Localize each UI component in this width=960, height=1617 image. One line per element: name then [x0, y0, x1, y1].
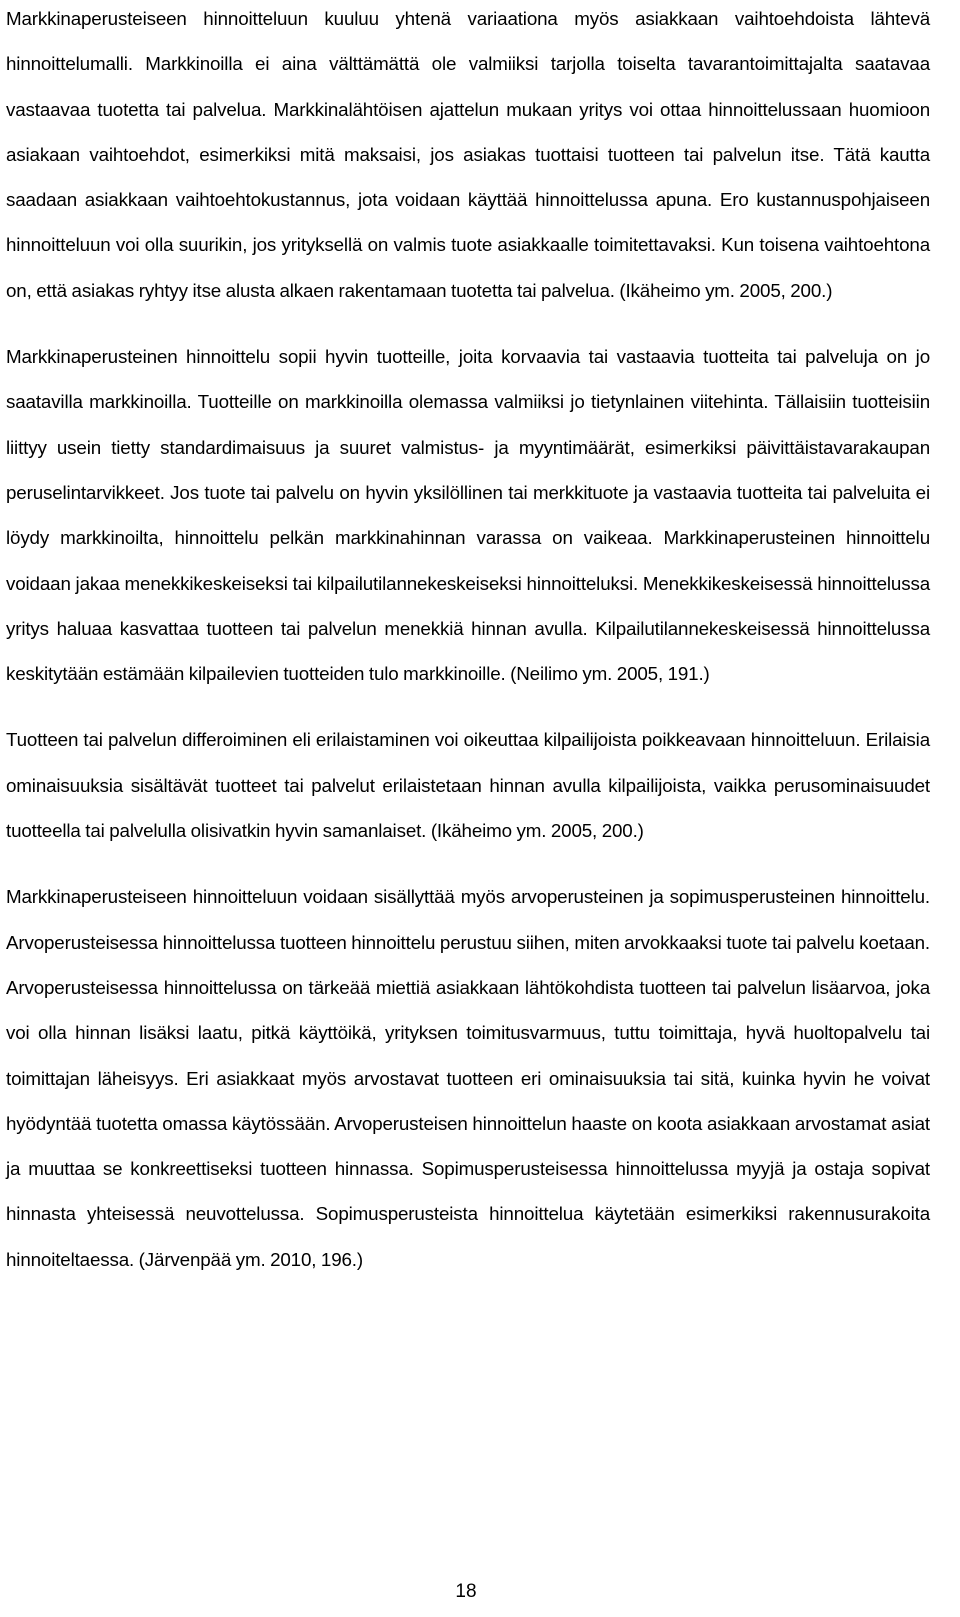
page-number: 18: [455, 1581, 477, 1602]
body-text: [6, 0, 930, 1282]
paragraph-customer-alternatives: Markkinaperusteiseen hinnoitteluun kuuluu yhtenä variaationa myös asiakkaan vaihtoehdoista lähtevä hinnoittelumalli. Markkinoilla ei aina välttämättä ole valmiiksi tarjolla toiselta tavarantoimittajalta saatavaa vastaavaa tuotetta tai palvelua. Markkinalähtöisen ajattelun mukaan yritys voi ottaa hinnoittelussaan huomioon asiakaan vaihtoehdot, esimerkiksi mitä maksaisi, jos asiakas tuottaisi tuotteen tai palvelun itse. Tätä kautta saadaan asiakkaan vaihtoehtokustannus, jota voidaan käyttää hinnoittelussa apuna. Ero kustannuspohjaiseen hinnoitteluun voi olla suurikin, jos yrityksellä on valmis tuote asiakkaalle toimitettavaksi. Kun toisena vaihtoehtona on, että asiakas ryhtyy itse alusta alkaen rakentamaan tuotetta tai palvelua. (Ikäheimo ym. 2005, 200.): [6, 8, 930, 301]
paragraph-market-based-pricing: Markkinaperusteinen hinnoittelu sopii hyvin tuotteille, joita korvaavia tai vastaavia tuotteita tai palveluja on jo saatavilla markkinoilla. Tuotteille on markkinoilla olemassa valmiiksi jo tietynlainen viitehinta. Tällaisiin tuotteisiin liittyy usein tietty standardimaisuus ja suuret valmistus- ja myyntimäärät, esimerkiksi päivittäistavarakaupan peruselintarvikkeet. Jos tuote tai palvelu on hyvin yksilöllinen tai merkkituote ja vastaavia tuotteita tai palveluita ei löydy markkinoilta, hinnoittelu pelkän markkinahinnan varassa on vaikeaa. Markkinaperusteinen hinnoittelu voidaan jakaa menekkikeskeiseksi tai kilpailutilannekeskeiseksi hinnoitteluksi. Menekkikeskeisessä hinnoittelussa yritys haluaa kasvattaa tuotteen tai palvelun menekkiä hinnan avulla. Kilpailutilannekeskeisessä hinnoittelussa keskitytään estämään kilpailevien tuotteiden tulo markkinoille. (Neilimo ym. 2005, 191.): [6, 346, 930, 685]
paragraph-differentiation: Tuotteen tai palvelun differoiminen eli erilaistaminen voi oikeuttaa kilpailijoista poikkeavaan hinnoitteluun. Erilaisia ominaisuuksia sisältävät tuotteet tai palvelut erilaistetaan hinnan avulla kilpailijoista, vaikka perusominaisuudet tuotteella tai palvelulla olisivatkin hyvin samanlaiset. (Ikäheimo ym. 2005, 200.): [6, 729, 930, 842]
paragraph-value-and-contract-pricing: Markkinaperusteiseen hinnoitteluun voidaan sisällyttää myös arvoperusteinen ja sopimusperusteinen hinnoittelu. Arvoperusteisessa hinnoittelussa tuotteen hinnoittelu perustuu siihen, miten arvokkaaksi tuote tai palvelu koetaan. Arvoperusteisessa hinnoittelussa on tärkeää miettiä asiakkaan lähtökohdista tuotteen tai palvelun lisäarvoa, joka voi olla hinnan lisäksi laatu, pitkä käyttöikä, yrityksen toimitusvarmuus, tuttu toimittaja, hyvä huoltopalvelu tai toimittajan läheisyys. Eri asiakkaat myös arvostavat tuotteen eri ominaisuuksia tai sitä, kuinka hyvin he voivat hyödyntää tuotetta omassa käytössään. Arvoperusteisen hinnoittelun haaste on koota asiakkaan arvostamat asiat ja muuttaa se konkreettiseksi tuotteen hinnassa. Sopimusperusteisessa hinnoittelussa myyjä ja ostaja sopivat hinnasta yhteisessä neuvottelussa. Sopimusperusteista hinnoittelua käytetään esimerkiksi rakennusurakoita hinnoiteltaessa. (Järvenpää ym. 2010, 196.): [6, 886, 930, 1270]
